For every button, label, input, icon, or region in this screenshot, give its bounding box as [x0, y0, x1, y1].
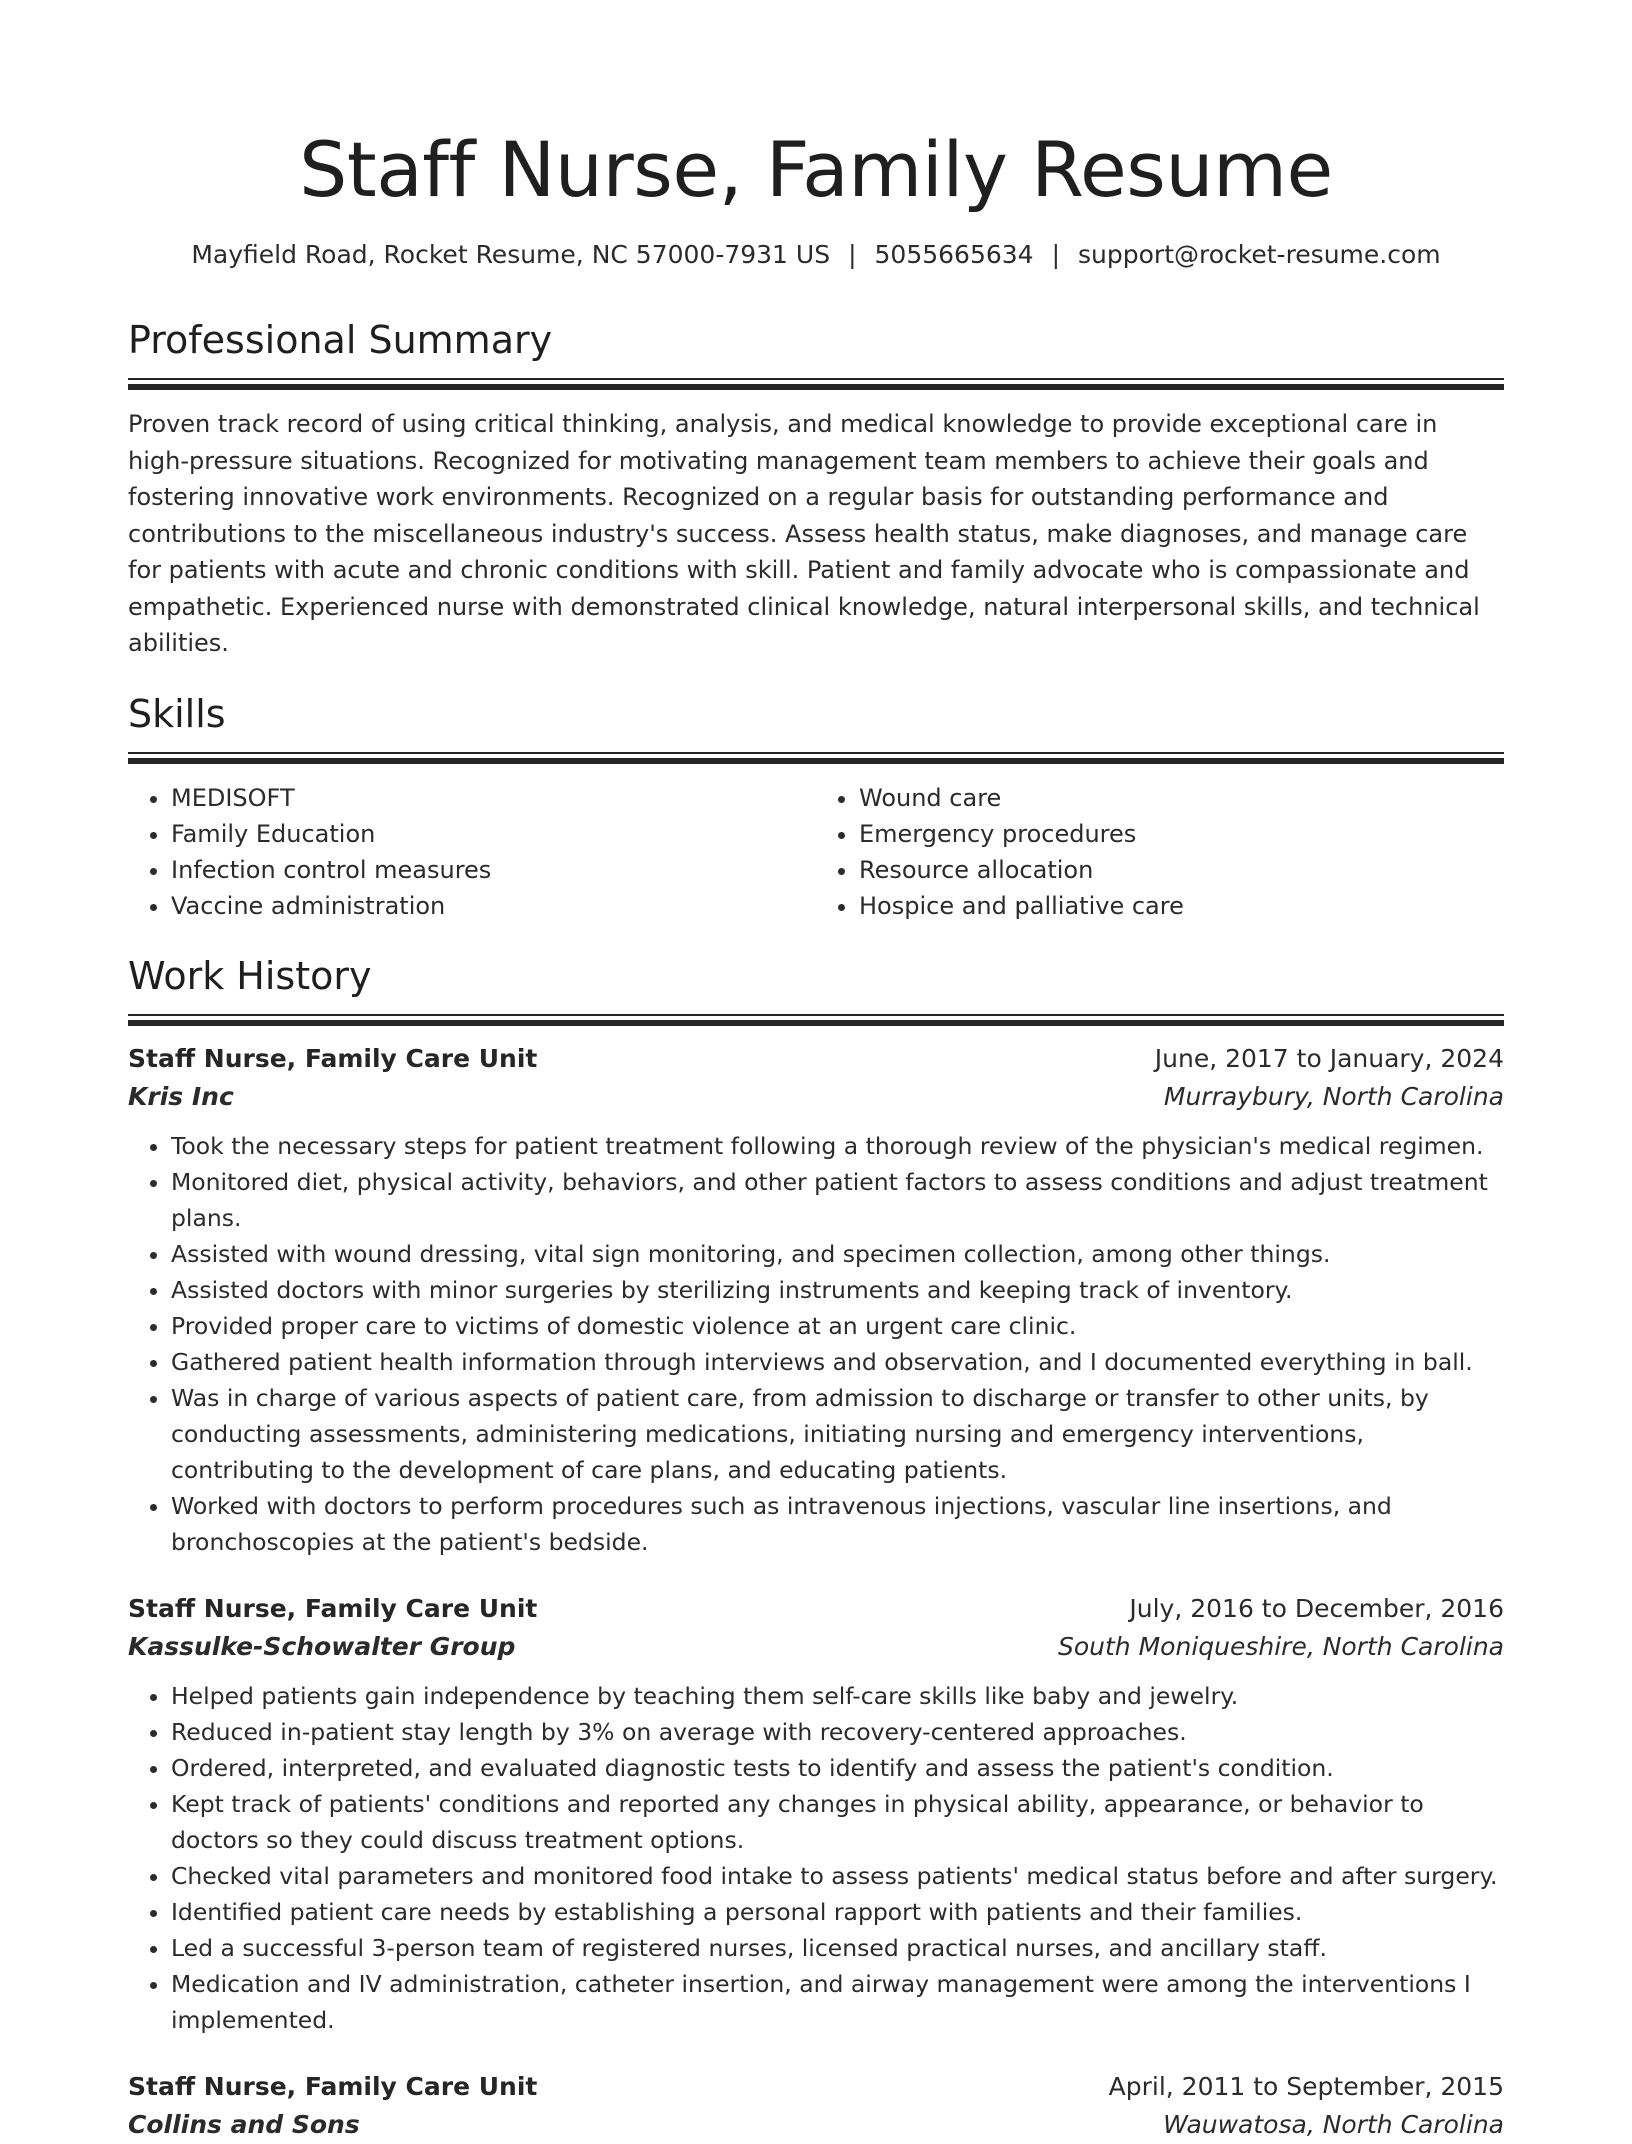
job-bullet: • Kept track of patients' conditions and reported any changes in physical ability, appearance, or behavior to doctors so they could discuss treatment options.	[171, 1786, 1504, 1858]
job-bullets	[128, 1678, 1504, 2038]
skill-item: • Vaccine administration	[171, 888, 816, 924]
contact-address: Mayfield Road, Rocket Resume, NC 57000-7931 US	[191, 240, 831, 269]
skill-item: • MEDISOFT	[171, 780, 816, 816]
job-bullet: • Medication and IV administration, catheter insertion, and airway management were among the interventions I implemented.	[171, 1966, 1504, 2038]
work-history-section	[128, 952, 1504, 2144]
job-title: Staff Nurse, Family Care Unit	[128, 1043, 538, 1073]
job-bullet: • Monitored diet, physical activity, behaviors, and other patient factors to assess conditions and adjust treatment plans.	[171, 1164, 1504, 1236]
job-bullet: • Reduced in-patient stay length by 3% on average with recovery-centered approaches.	[171, 1714, 1504, 1750]
job-bullet: • Assisted with wound dressing, vital sign monitoring, and specimen collection, among other things.	[171, 1236, 1504, 1272]
job-entry	[128, 1590, 1504, 2038]
skills-heading: Skills	[128, 691, 226, 736]
skill-item: • Wound care	[859, 780, 1504, 816]
skills-column-left	[128, 780, 816, 924]
job-bullet: • Ordered, interpreted, and evaluated diagnostic tests to identify and assess the patient's condition.	[171, 1750, 1504, 1786]
job-company: Kris Inc	[128, 1081, 234, 1111]
job-title: Staff Nurse, Family Care Unit	[128, 1593, 538, 1623]
skill-item: • Emergency procedures	[859, 816, 1504, 852]
job-bullet: • Identified patient care needs by establishing a personal rapport with patients and their families.	[171, 1894, 1504, 1930]
job-bullet: • Gathered patient health information through interviews and observation, and I documented everything in ball.	[171, 1344, 1504, 1380]
contact-email: support@rocket-resume.com	[1078, 240, 1441, 269]
job-bullet: • Provided proper care to victims of domestic violence at an urgent care clinic.	[171, 1308, 1504, 1344]
job-bullet: • Led a successful 3-person team of registered nurses, licensed practical nurses, and ancillary staff.	[171, 1930, 1504, 1966]
job-company: Collins and Sons	[128, 2109, 360, 2139]
skill-item: • Hospice and palliative care	[859, 888, 1504, 924]
job-title: Staff Nurse, Family Care Unit	[128, 2071, 538, 2101]
contact-separator: |	[1051, 240, 1061, 269]
job-dates: April, 2011 to September, 2015	[1108, 2071, 1504, 2101]
skill-item: • Infection control measures	[171, 852, 816, 888]
skill-item: • Resource allocation	[859, 852, 1504, 888]
job-location: Wauwatosa, North Carolina	[1163, 2109, 1504, 2139]
job-location: Murraybury, North Carolina	[1163, 1081, 1504, 1111]
skills-list	[128, 780, 1504, 924]
job-bullet: • Assisted doctors with minor surgeries by sterilizing instruments and keeping track of inventory.	[171, 1272, 1504, 1308]
job-entry	[128, 1040, 1504, 1560]
job-location: South Moniqueshire, North Carolina	[1058, 1631, 1504, 1661]
job-dates: June, 2017 to January, 2024	[1154, 1043, 1504, 1073]
summary-heading: Professional Summary	[128, 318, 553, 362]
section-divider	[128, 752, 1504, 764]
skills-section	[128, 690, 1504, 924]
skill-item: • Family Education	[171, 816, 816, 852]
summary-text: Proven track record of using critical thinking, analysis, and medical knowledge to provide exceptional care in high-pressure situations. Recognized for motivating management team members to achieve their goals and fostering innovative work environments. Recognized on a regular basis for outstanding performance and contributions to the miscellaneous industry's success. Assess health status, make diagnoses, and manage care for patients with acute and chronic conditions with skill. Patient and family advocate who is compassionate and empathetic. Experienced nurse with demonstrated clinical knowledge, natural interpersonal skills, and technical abilities.	[128, 410, 1480, 657]
job-company: Kassulke-Schowalter Group	[128, 1631, 516, 1661]
section-divider	[128, 378, 1504, 390]
job-bullet: • Worked with doctors to perform procedures such as intravenous injections, vascular line insertions, and bronchoscopies at the patient's bedside.	[171, 1488, 1504, 1560]
job-dates: July, 2016 to December, 2016	[1129, 1593, 1504, 1623]
job-entry	[128, 2068, 1504, 2144]
skills-column-right	[816, 780, 1504, 924]
contact-separator: |	[848, 240, 857, 269]
resume-title: Staff Nurse, Family Resume	[299, 125, 1333, 214]
job-bullet: • Checked vital parameters and monitored food intake to assess patients' medical status before and after surgery.	[171, 1858, 1504, 1894]
contact-line	[128, 238, 1504, 272]
job-bullet: • Was in charge of various aspects of patient care, from admission to discharge or transfer to other units, by conducting assessments, administering medications, initiating nursing and emergency interventions, contributing to the development of care plans, and educating patients.	[171, 1380, 1504, 1488]
contact-phone: 5055665634	[874, 240, 1034, 269]
job-bullets	[128, 1128, 1504, 1560]
job-bullet: • Helped patients gain independence by teaching them self-care skills like baby and jewelry.	[171, 1678, 1504, 1714]
resume-page	[128, 0, 1504, 2144]
work-history-heading: Work History	[128, 953, 372, 998]
summary-section	[128, 316, 1504, 662]
job-bullet: • Took the necessary steps for patient treatment following a thorough review of the physician's medical regimen.	[171, 1128, 1504, 1164]
section-divider	[128, 1014, 1504, 1026]
